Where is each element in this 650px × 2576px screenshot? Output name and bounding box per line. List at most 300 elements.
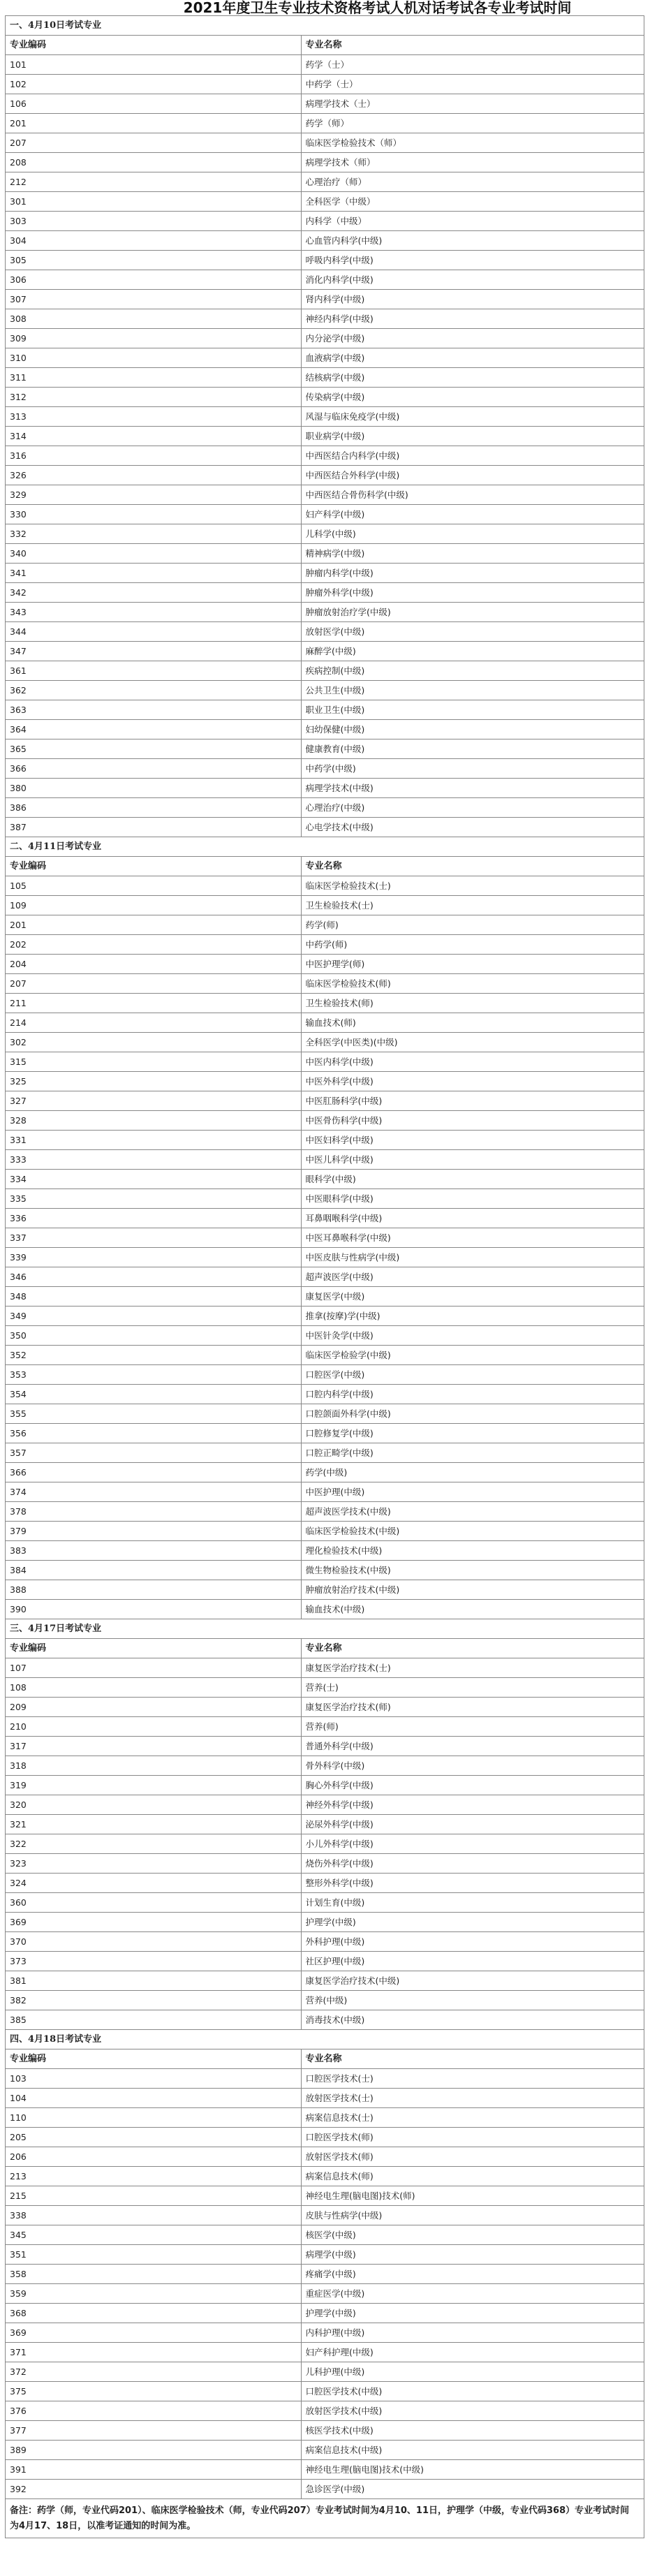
- specialty-code-cell: 304: [6, 231, 302, 251]
- table-row: [6, 270, 644, 290]
- table-row: [6, 1404, 644, 1424]
- specialty-name-cell: 中医针灸学(中级): [302, 1326, 644, 1346]
- table-row: [6, 700, 644, 720]
- table-row: [6, 2147, 644, 2167]
- specialty-code-cell: 101: [6, 55, 302, 75]
- specialty-code-cell: 322: [6, 1834, 302, 1854]
- specialty-name-cell: 病理学技术（士）: [302, 94, 644, 114]
- column-header-name: 专业名称: [302, 2049, 644, 2069]
- specialty-name-cell: 临床医学检验技术(中级): [302, 1522, 644, 1541]
- specialty-name-cell: 疾病控制(中级): [302, 661, 644, 681]
- specialty-code-cell: 331: [6, 1131, 302, 1150]
- specialty-name-cell: 内科学（中级）: [302, 212, 644, 231]
- table-row: [6, 1737, 644, 1756]
- specialty-name-cell: 消化内科学(中级): [302, 270, 644, 290]
- note-row: [6, 2499, 644, 2538]
- specialty-name-cell: 心血管内科学(中级): [302, 231, 644, 251]
- table-row: [6, 1952, 644, 1971]
- table-row: [6, 2480, 644, 2499]
- specialty-code-cell: 378: [6, 1502, 302, 1522]
- specialty-code-cell: 362: [6, 681, 302, 700]
- specialty-code-cell: 368: [6, 2304, 302, 2323]
- specialty-code-cell: 306: [6, 270, 302, 290]
- specialty-name-cell: 结核病学(中级): [302, 368, 644, 388]
- table-row: [6, 818, 644, 837]
- specialty-code-cell: 206: [6, 2147, 302, 2167]
- table-row: [6, 1267, 644, 1287]
- table-row: [6, 1776, 644, 1795]
- specialty-code-cell: 380: [6, 779, 302, 798]
- specialty-name-cell: 肿瘤外科学(中级): [302, 583, 644, 603]
- specialty-name-cell: 核医学技术(中级): [302, 2421, 644, 2441]
- specialty-name-cell: 康复医学治疗技术(师): [302, 1698, 644, 1717]
- specialty-code-cell: 326: [6, 466, 302, 485]
- table-row: [6, 935, 644, 955]
- table-row: [6, 2206, 644, 2225]
- table-row: [6, 251, 644, 270]
- table-row: [6, 1424, 644, 1443]
- specialty-code-cell: 369: [6, 1913, 302, 1932]
- table-row: [6, 1756, 644, 1776]
- specialty-name-cell: 小儿外科学(中级): [302, 1834, 644, 1854]
- specialty-code-cell: 215: [6, 2186, 302, 2206]
- specialty-name-cell: 健康教育(中级): [302, 739, 644, 759]
- specialty-code-cell: 345: [6, 2225, 302, 2245]
- specialty-name-cell: 社区护理(中级): [302, 1952, 644, 1971]
- table-row: [6, 1013, 644, 1033]
- table-row: [6, 955, 644, 974]
- specialty-code-cell: 110: [6, 2108, 302, 2128]
- specialty-name-cell: 营养(师): [302, 1717, 644, 1737]
- specialty-name-cell: 中医肛肠科学(中级): [302, 1091, 644, 1111]
- specialty-name-cell: 公共卫生(中级): [302, 681, 644, 700]
- table-row: [6, 1580, 644, 1600]
- column-header-name: 专业名称: [302, 36, 644, 55]
- specialty-name-cell: 药学（士）: [302, 55, 644, 75]
- table-row: [6, 1150, 644, 1170]
- section-heading-row: [6, 837, 644, 857]
- table-row: [6, 974, 644, 994]
- specialty-code-cell: 319: [6, 1776, 302, 1795]
- specialty-name-cell: 营养(中级): [302, 1991, 644, 2010]
- specialty-name-cell: 病理学(中级): [302, 2245, 644, 2265]
- specialty-code-cell: 317: [6, 1737, 302, 1756]
- table-row: [6, 1443, 644, 1463]
- specialty-code-cell: 342: [6, 583, 302, 603]
- section-heading-row: [6, 1619, 644, 1639]
- specialty-code-cell: 333: [6, 1150, 302, 1170]
- specialty-name-cell: 卫生检验技术(师): [302, 994, 644, 1013]
- specialty-code-cell: 303: [6, 212, 302, 231]
- specialty-name-cell: 临床医学检验技术(士): [302, 876, 644, 896]
- table-row: [6, 1561, 644, 1580]
- table-row: [6, 114, 644, 133]
- specialty-code-cell: 381: [6, 1971, 302, 1991]
- table-row: [6, 759, 644, 779]
- table-row: [6, 876, 644, 896]
- table-row: [6, 739, 644, 759]
- specialty-name-cell: 神经外科学(中级): [302, 1795, 644, 1815]
- specialty-name-cell: 中医护理(中级): [302, 1482, 644, 1502]
- specialty-code-cell: 212: [6, 172, 302, 192]
- table-row: [6, 2167, 644, 2186]
- specialty-name-cell: 药学(中级): [302, 1463, 644, 1482]
- specialty-code-cell: 346: [6, 1267, 302, 1287]
- table-row: [6, 1307, 644, 1326]
- column-header-name: 专业名称: [302, 857, 644, 876]
- table-row: [6, 1834, 644, 1854]
- table-row: [6, 1189, 644, 1209]
- specialty-code-cell: 388: [6, 1580, 302, 1600]
- specialty-name-cell: 放射医学技术(中级): [302, 2401, 644, 2421]
- specialty-name-cell: 病理学技术（师）: [302, 153, 644, 172]
- specialty-code-cell: 364: [6, 720, 302, 739]
- specialty-code-cell: 325: [6, 1072, 302, 1091]
- specialty-name-cell: 放射医学技术(士): [302, 2089, 644, 2108]
- footnote-text: 备注：药学（师，专业代码201）、临床医学检验技术（师，专业代码207）专业考试时间为4月10、11日，护理学（中级，专业代码368）专业考试时间为4月17、18日，以准考证通知的时间为准。: [6, 2499, 644, 2538]
- section-heading: 三、4月17日考试专业: [6, 1619, 644, 1639]
- table-row: [6, 1717, 644, 1737]
- specialty-name-cell: 烧伤外科学(中级): [302, 1854, 644, 1874]
- specialty-code-cell: 385: [6, 2010, 302, 2030]
- table-row: [6, 544, 644, 564]
- specialty-code-cell: 211: [6, 994, 302, 1013]
- specialty-code-cell: 356: [6, 1424, 302, 1443]
- table-row: [6, 2128, 644, 2147]
- specialty-code-cell: 349: [6, 1307, 302, 1326]
- table-row: [6, 2265, 644, 2284]
- specialty-code-cell: 109: [6, 896, 302, 915]
- specialty-name-cell: 中医耳鼻喉科学(中级): [302, 1228, 644, 1248]
- specialty-code-cell: 307: [6, 290, 302, 309]
- specialty-name-cell: 营养(士): [302, 1678, 644, 1698]
- specialty-name-cell: 病案信息技术(中级): [302, 2441, 644, 2460]
- specialty-code-cell: 365: [6, 739, 302, 759]
- specialty-name-cell: 全科医学(中医类)(中级): [302, 1033, 644, 1052]
- specialty-name-cell: 肿瘤放射治疗学(中级): [302, 603, 644, 622]
- table-row: [6, 1228, 644, 1248]
- specialty-code-cell: 357: [6, 1443, 302, 1463]
- specialty-code-cell: 327: [6, 1091, 302, 1111]
- specialty-name-cell: 口腔修复学(中级): [302, 1424, 644, 1443]
- specialty-name-cell: 微生物检验技术(中级): [302, 1561, 644, 1580]
- specialty-code-cell: 201: [6, 915, 302, 935]
- specialty-name-cell: 口腔医学技术(士): [302, 2069, 644, 2089]
- specialty-code-cell: 318: [6, 1756, 302, 1776]
- specialty-name-cell: 内科护理(中级): [302, 2323, 644, 2343]
- specialty-code-cell: 335: [6, 1189, 302, 1209]
- specialty-code-cell: 340: [6, 544, 302, 564]
- specialty-name-cell: 妇产科学(中级): [302, 505, 644, 524]
- specialty-name-cell: 临床医学检验技术(师): [302, 974, 644, 994]
- specialty-name-cell: 全科医学（中级）: [302, 192, 644, 212]
- specialty-name-cell: 中医外科学(中级): [302, 1072, 644, 1091]
- specialty-name-cell: 中医骨伤科学(中级): [302, 1111, 644, 1131]
- specialty-name-cell: 泌尿外科学(中级): [302, 1815, 644, 1834]
- table-row: [6, 994, 644, 1013]
- specialty-name-cell: 呼吸内科学(中级): [302, 251, 644, 270]
- exam-schedule-table: [5, 15, 644, 2538]
- table-row: [6, 1111, 644, 1131]
- section-heading-row: [6, 16, 644, 36]
- table-row: [6, 524, 644, 544]
- table-row: [6, 896, 644, 915]
- specialty-code-cell: 302: [6, 1033, 302, 1052]
- table-row: [6, 1052, 644, 1072]
- table-row: [6, 1170, 644, 1189]
- specialty-name-cell: 疼痛学(中级): [302, 2265, 644, 2284]
- specialty-name-cell: 中医儿科学(中级): [302, 1150, 644, 1170]
- table-row: [6, 2186, 644, 2206]
- specialty-name-cell: 中药学(师): [302, 935, 644, 955]
- specialty-name-cell: 超声波医学(中级): [302, 1267, 644, 1287]
- table-row: [6, 2421, 644, 2441]
- specialty-code-cell: 204: [6, 955, 302, 974]
- specialty-name-cell: 输血技术(师): [302, 1013, 644, 1033]
- specialty-code-cell: 107: [6, 1658, 302, 1678]
- table-row: [6, 1913, 644, 1932]
- specialty-code-cell: 308: [6, 309, 302, 329]
- table-row: [6, 2069, 644, 2089]
- table-row: [6, 466, 644, 485]
- specialty-code-cell: 343: [6, 603, 302, 622]
- table-row: [6, 231, 644, 251]
- specialty-code-cell: 329: [6, 485, 302, 505]
- specialty-code-cell: 359: [6, 2284, 302, 2304]
- specialty-name-cell: 口腔颌面外科学(中级): [302, 1404, 644, 1424]
- table-row: [6, 1502, 644, 1522]
- specialty-name-cell: 心理治疗(中级): [302, 798, 644, 818]
- table-row: [6, 681, 644, 700]
- specialty-code-cell: 376: [6, 2401, 302, 2421]
- specialty-code-cell: 348: [6, 1287, 302, 1307]
- specialty-code-cell: 341: [6, 564, 302, 583]
- specialty-code-cell: 344: [6, 622, 302, 642]
- specialty-code-cell: 353: [6, 1365, 302, 1385]
- specialty-name-cell: 核医学(中级): [302, 2225, 644, 2245]
- table-row: [6, 172, 644, 192]
- specialty-name-cell: 重症医学(中级): [302, 2284, 644, 2304]
- specialty-code-cell: 103: [6, 2069, 302, 2089]
- table-header-row: [6, 2049, 644, 2069]
- table-row: [6, 1365, 644, 1385]
- specialty-code-cell: 374: [6, 1482, 302, 1502]
- specialty-code-cell: 104: [6, 2089, 302, 2108]
- specialty-code-cell: 205: [6, 2128, 302, 2147]
- specialty-name-cell: 急诊医学(中级): [302, 2480, 644, 2499]
- specialty-name-cell: 胸心外科学(中级): [302, 1776, 644, 1795]
- table-row: [6, 2304, 644, 2323]
- table-row: [6, 2010, 644, 2030]
- specialty-code-cell: 316: [6, 446, 302, 466]
- table-row: [6, 368, 644, 388]
- specialty-code-cell: 311: [6, 368, 302, 388]
- specialty-code-cell: 358: [6, 2265, 302, 2284]
- specialty-name-cell: 心理治疗（师）: [302, 172, 644, 192]
- specialty-name-cell: 药学（师）: [302, 114, 644, 133]
- specialty-name-cell: 输血技术(中级): [302, 1600, 644, 1619]
- specialty-name-cell: 口腔医学技术(中级): [302, 2382, 644, 2401]
- specialty-code-cell: 321: [6, 1815, 302, 1834]
- page-title: 2021年度卫生专业技术资格考试人机对话考试各专业考试时间: [183, 0, 572, 16]
- specialty-code-cell: 330: [6, 505, 302, 524]
- table-row: [6, 1678, 644, 1698]
- specialty-code-cell: 366: [6, 1463, 302, 1482]
- table-row: [6, 446, 644, 466]
- specialty-code-cell: 369: [6, 2323, 302, 2343]
- specialty-code-cell: 338: [6, 2206, 302, 2225]
- table-row: [6, 1991, 644, 2010]
- specialty-code-cell: 207: [6, 974, 302, 994]
- table-row: [6, 1287, 644, 1307]
- specialty-name-cell: 职业病学(中级): [302, 427, 644, 446]
- table-row: [6, 1248, 644, 1267]
- specialty-name-cell: 麻醉学(中级): [302, 642, 644, 661]
- specialty-code-cell: 339: [6, 1248, 302, 1267]
- specialty-name-cell: 普通外科学(中级): [302, 1737, 644, 1756]
- table-row: [6, 348, 644, 368]
- specialty-code-cell: 372: [6, 2362, 302, 2382]
- specialty-code-cell: 371: [6, 2343, 302, 2362]
- column-header-name: 专业名称: [302, 1639, 644, 1658]
- specialty-name-cell: 口腔正畸学(中级): [302, 1443, 644, 1463]
- specialty-code-cell: 366: [6, 759, 302, 779]
- column-header-code: 专业编码: [6, 2049, 302, 2069]
- specialty-code-cell: 387: [6, 818, 302, 837]
- specialty-code-cell: 389: [6, 2441, 302, 2460]
- specialty-name-cell: 内分泌学(中级): [302, 329, 644, 348]
- specialty-name-cell: 卫生检验技术(士): [302, 896, 644, 915]
- specialty-code-cell: 392: [6, 2480, 302, 2499]
- specialty-name-cell: 病理学技术(中级): [302, 779, 644, 798]
- specialty-code-cell: 320: [6, 1795, 302, 1815]
- table-row: [6, 1541, 644, 1561]
- column-header-code: 专业编码: [6, 1639, 302, 1658]
- table-header-row: [6, 857, 644, 876]
- specialty-code-cell: 363: [6, 700, 302, 720]
- table-row: [6, 192, 644, 212]
- specialty-name-cell: 神经内科学(中级): [302, 309, 644, 329]
- specialty-name-cell: 风湿与临床免疫学(中级): [302, 407, 644, 427]
- specialty-code-cell: 334: [6, 1170, 302, 1189]
- specialty-name-cell: 神经电生理(脑电图)技术(师): [302, 2186, 644, 2206]
- specialty-name-cell: 神经电生理(脑电图)技术(中级): [302, 2460, 644, 2480]
- specialty-code-cell: 213: [6, 2167, 302, 2186]
- specialty-code-cell: 390: [6, 1600, 302, 1619]
- specialty-code-cell: 207: [6, 133, 302, 153]
- table-row: [6, 485, 644, 505]
- specialty-name-cell: 妇产科护理(中级): [302, 2343, 644, 2362]
- table-row: [6, 1385, 644, 1404]
- specialty-name-cell: 骨外科学(中级): [302, 1756, 644, 1776]
- table-row: [6, 2225, 644, 2245]
- table-row: [6, 583, 644, 603]
- specialty-name-cell: 中药学(中级): [302, 759, 644, 779]
- specialty-code-cell: 313: [6, 407, 302, 427]
- table-row: [6, 720, 644, 739]
- table-row: [6, 1932, 644, 1952]
- specialty-code-cell: 202: [6, 935, 302, 955]
- column-header-code: 专业编码: [6, 36, 302, 55]
- table-header-row: [6, 36, 644, 55]
- table-row: [6, 2089, 644, 2108]
- table-row: [6, 1854, 644, 1874]
- table-row: [6, 1091, 644, 1111]
- table-row: [6, 1815, 644, 1834]
- table-row: [6, 94, 644, 114]
- specialty-name-cell: 计划生育(中级): [302, 1893, 644, 1913]
- table-row: [6, 1698, 644, 1717]
- specialty-name-cell: 放射医学技术(师): [302, 2147, 644, 2167]
- specialty-code-cell: 323: [6, 1854, 302, 1874]
- specialty-name-cell: 康复医学治疗技术(士): [302, 1658, 644, 1678]
- section-heading: 二、4月11日考试专业: [6, 837, 644, 857]
- specialty-code-cell: 305: [6, 251, 302, 270]
- specialty-code-cell: 328: [6, 1111, 302, 1131]
- specialty-name-cell: 中医护理学(师): [302, 955, 644, 974]
- section-heading-row: [6, 2030, 644, 2049]
- specialty-code-cell: 209: [6, 1698, 302, 1717]
- table-row: [6, 564, 644, 583]
- specialty-name-cell: 传染病学(中级): [302, 388, 644, 407]
- specialty-name-cell: 口腔医学技术(师): [302, 2128, 644, 2147]
- table-row: [6, 779, 644, 798]
- table-row: [6, 622, 644, 642]
- specialty-name-cell: 血液病学(中级): [302, 348, 644, 368]
- specialty-code-cell: 336: [6, 1209, 302, 1228]
- specialty-name-cell: 心电学技术(中级): [302, 818, 644, 837]
- table-row: [6, 642, 644, 661]
- specialty-name-cell: 口腔内科学(中级): [302, 1385, 644, 1404]
- column-header-code: 专业编码: [6, 857, 302, 876]
- table-row: [6, 1658, 644, 1678]
- specialty-name-cell: 临床医学检验学(中级): [302, 1346, 644, 1365]
- table-row: [6, 505, 644, 524]
- specialty-name-cell: 中医妇科学(中级): [302, 1131, 644, 1150]
- specialty-code-cell: 310: [6, 348, 302, 368]
- specialty-name-cell: 中医皮肤与性病学(中级): [302, 1248, 644, 1267]
- specialty-name-cell: 康复医学治疗技术(中级): [302, 1971, 644, 1991]
- table-row: [6, 2108, 644, 2128]
- specialty-name-cell: 职业卫生(中级): [302, 700, 644, 720]
- specialty-code-cell: 391: [6, 2460, 302, 2480]
- specialty-code-cell: 352: [6, 1346, 302, 1365]
- table-row: [6, 2245, 644, 2265]
- table-row: [6, 915, 644, 935]
- table-row: [6, 661, 644, 681]
- specialty-name-cell: 整形外科学(中级): [302, 1874, 644, 1893]
- specialty-name-cell: 消毒技术(中级): [302, 2010, 644, 2030]
- table-row: [6, 1893, 644, 1913]
- table-header-row: [6, 1639, 644, 1658]
- table-row: [6, 2284, 644, 2304]
- specialty-code-cell: 347: [6, 642, 302, 661]
- specialty-code-cell: 102: [6, 75, 302, 94]
- specialty-name-cell: 皮肤与性病学(中级): [302, 2206, 644, 2225]
- table-row: [6, 290, 644, 309]
- table-row: [6, 1326, 644, 1346]
- specialty-code-cell: 370: [6, 1932, 302, 1952]
- specialty-code-cell: 301: [6, 192, 302, 212]
- specialty-name-cell: 中西医结合外科学(中级): [302, 466, 644, 485]
- table-row: [6, 2382, 644, 2401]
- specialty-name-cell: 超声波医学技术(中级): [302, 1502, 644, 1522]
- specialty-name-cell: 肿瘤放射治疗技术(中级): [302, 1580, 644, 1600]
- table-row: [6, 2441, 644, 2460]
- specialty-name-cell: 中药学（士）: [302, 75, 644, 94]
- specialty-code-cell: 383: [6, 1541, 302, 1561]
- specialty-name-cell: 儿科学(中级): [302, 524, 644, 544]
